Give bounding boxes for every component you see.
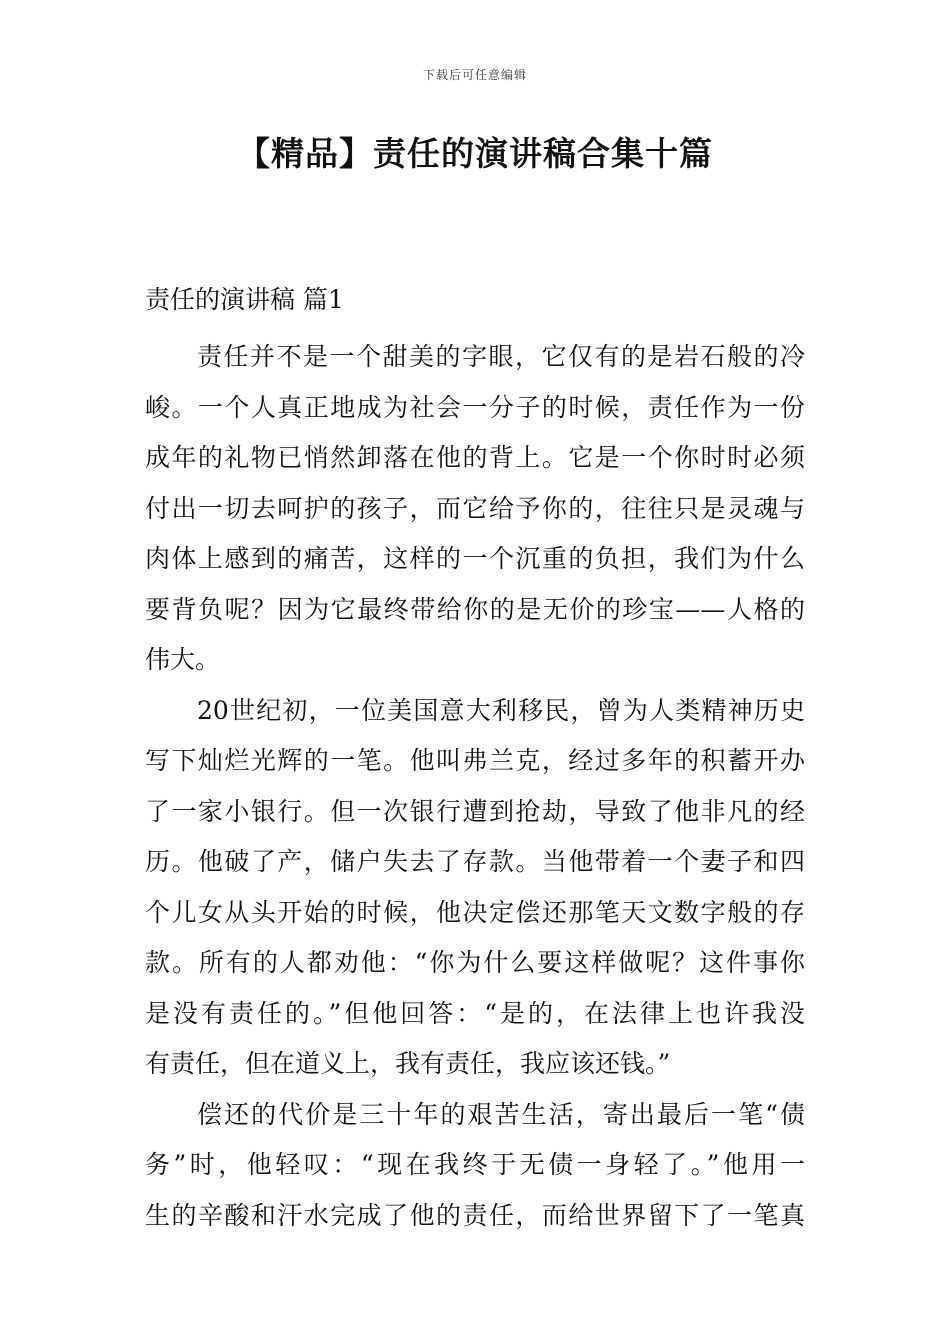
header-note: 下载后可任意编辑 (422, 68, 527, 82)
document-title: 【精品】责任的演讲稿合集十篇 (237, 134, 713, 173)
paragraph-2 (145, 686, 805, 1090)
paragraph-line: 伟大。 (145, 645, 221, 674)
paragraph-line: 峻。一个人真正地成为社会一分子的时候，责任作为一份 (145, 392, 805, 422)
document-body (145, 281, 805, 1241)
paragraph-line: 个儿女从头开始的时候，他决定偿还那笔天文数字般的存 (145, 897, 805, 927)
paragraph-line: 是没有责任的。”但他回答：“是的，在法律上也许我没 (145, 998, 805, 1028)
paragraph-line: 要背负呢？因为它最终带给你的是无价的珍宝——人格的 (145, 594, 805, 624)
paragraph-line: 20世纪初，一位美国意大利移民，曾为人类精神历史 (197, 695, 805, 725)
paragraph-line: 生的辛酸和汗水完成了他的责任，而给世界留下了一笔真 (145, 1200, 805, 1230)
paragraph-line: 务”时，他轻叹：“现在我终于无债一身轻了。”他用一 (145, 1150, 805, 1179)
paragraph-line: 历。他破了产，储户失去了存款。当他带着一个妻子和四 (145, 847, 805, 876)
section-heading: 责任的演讲稿 篇1 (145, 285, 344, 314)
paragraph-line: 写下灿烂光辉的一笔。他叫弗兰克，经过多年的积蓄开办 (145, 746, 805, 775)
paragraph-1 (145, 332, 805, 686)
paragraph-3 (145, 1090, 805, 1242)
paragraph-line: 偿还的代价是三十年的艰苦生活，寄出最后一笔“债 (197, 1099, 805, 1129)
paragraph-line: 有责任，但在道义上，我有责任，我应该还钱。” (145, 1049, 671, 1078)
paragraph-line: 责任并不是一个甜美的字眼，它仅有的是岩石般的冷 (197, 342, 805, 371)
paragraph-line: 了一家小银行。但一次银行遭到抢劫，导致了他非凡的经 (145, 796, 805, 826)
paragraph-line: 付出一切去呵护的孩子，而它给予你的，往往只是灵魂与 (145, 493, 805, 523)
paragraph-line: 肉体上感到的痛苦，这样的一个沉重的负担，我们为什么 (145, 544, 805, 573)
paragraph-line: 款。所有的人都劝他：“你为什么要这样做呢？这件事你 (145, 948, 805, 977)
paragraph-line: 成年的礼物已悄然卸落在他的背上。它是一个你时时必须 (145, 443, 805, 472)
